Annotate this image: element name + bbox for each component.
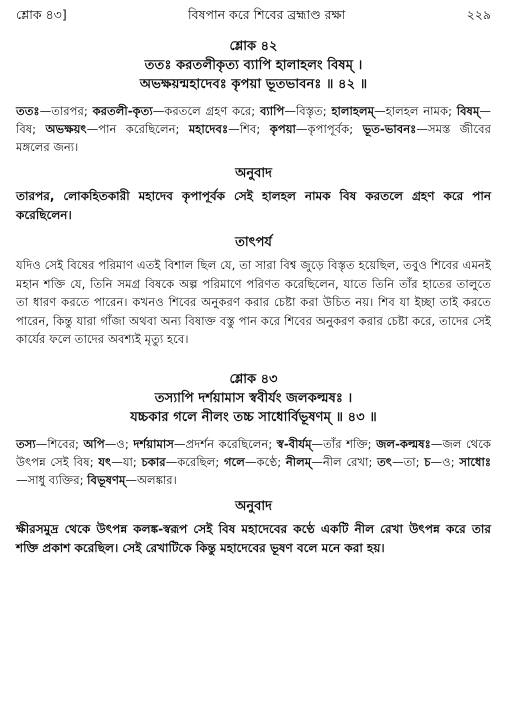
verse-42-translation-title: অনুবাদ	[235, 166, 272, 181]
synonym-meaning: ও	[442, 454, 451, 469]
verse-43-line-1: তস্যাপি দর্শয়ামাস স্ববীর্যং জলকল্মষঃ ।	[154, 390, 353, 406]
synonym-meaning: কৃপাপূর্বক	[307, 122, 350, 136]
synonym-term: ভূত-ভাবনঃ	[362, 122, 417, 136]
header-verse-ref: শ্লোক ৪৩]	[16, 7, 67, 22]
synonym-term: গলে	[223, 454, 245, 469]
synonym-meaning: বিষ	[16, 122, 33, 136]
synonym-meaning: পান করেছিলেন	[98, 122, 176, 136]
synonym-meaning: প্রদর্শন করেছিলেন	[185, 436, 269, 451]
synonym-meaning: করেছিল	[177, 454, 216, 469]
synonym-meaning: সাধু ব্যক্তির	[27, 472, 80, 487]
synonym-term: চকার	[141, 454, 166, 469]
verse-42-line-2: অভক্ষয়ন্মহাদেবঃ কৃপয়া ভূতভাবনঃ ॥ ৪২ ॥	[139, 77, 368, 92]
synonym-meaning: নীল রেখা	[322, 454, 369, 469]
synonym-term: যৎ	[98, 454, 112, 469]
synonym-meaning: তাঁর শক্তি	[323, 436, 368, 451]
synonym-meaning: তা	[403, 454, 416, 469]
verse-43-translation: ক্ষীরসমুদ্র থেকে উৎপন্ন কলঙ্ক-স্বরূপ সেই বিষ মহাদেবের কণ্ঠে একটি নীল রেখা উৎপন্ন করে তার শক্তি প্রকাশ করেছিল। সেই রেখাটিকে কিন্তু মহাদেবের ভূষণ বলে মনে করা হয়।	[16, 521, 491, 555]
verse-42-purport-title: তাৎপর্য	[235, 235, 272, 250]
verse-43-heading: শ্লোক ৪৩	[229, 371, 278, 387]
synonym-meaning: শিবের	[47, 436, 75, 451]
synonym-term: স্ব-বীর্যম্	[276, 436, 312, 451]
synonym-term: করতলী-কৃত্য	[92, 104, 153, 118]
synonym-term: হালাহলম্	[331, 104, 375, 118]
verse-42-purport: যদিও সেই বিষের পরিমাণ এতই বিশাল ছিল যে, তা সারা বিশ্ব জুড়ে বিস্তৃত হয়েছিল, তবুও শিবের এমনই মহান শক্তি যে, তিনি সমগ্র বিষকে অল্প পরিমাণে পরিণত করেছিলেন, যাতে তিনি তাঁর হাতের তালুতে তা ধারণ করতে পারেন। কখনও শিবের অনুকরণ করার চেষ্টা করা উচিত নয়। শিব যা ইচ্ছা তাই করতে পারেন, কিন্তু যারা গাঁজা অথবা অন্য বিষাক্ত বস্তু পান করে শিবের অনুকরণ করার চেষ্টা করে, তাদের সেই কার্যের ফলে তাদের অবশ্যই মৃত্যু হবে।	[16, 258, 491, 346]
synonym-meaning: হালহল নামক	[385, 104, 449, 118]
synonym-term: ব্যাপি	[259, 104, 285, 118]
synonym-meaning: সমস্ত জীবের মঙ্গলের জন্য।	[16, 122, 491, 154]
synonym-meaning: করতলে গ্রহণ করে	[164, 104, 252, 118]
verse-43-line-2: যচ্চকার গলে নীলং তচ্চ সাধোর্বিভূষণম্ ॥ ৪৩ ॥	[130, 409, 377, 425]
synonym-term: বিষম্	[456, 104, 480, 118]
synonym-meaning: তারপর	[51, 104, 84, 118]
synonym-term: অপি	[83, 436, 105, 451]
header-chapter-title: বিষপান করে শিবের ব্রহ্মাণ্ড রক্ষা	[188, 7, 346, 22]
verse-42-synonyms: ততঃ—তারপর; করতলী-কৃত্য—করতলে গ্রহণ করে; ব্যাপি—বিস্তৃত; হালাহলম্—হালহল নামক; বিষম্—বিষ; অভক্ষয়ৎ—পান করেছিলেন; মহাদেবঃ—শিব; কৃপয়া—কৃপাপূর্বক; ভূত-ভাবনঃ—সমস্ত জীবের মঙ্গলের জন্য।	[16, 104, 491, 154]
synonym-term: মহাদেবঃ	[188, 122, 229, 136]
synonym-term: ততঃ	[16, 104, 40, 118]
verse-42-heading: শ্লোক ৪২	[229, 39, 278, 54]
synonym-term: কৃপয়া	[269, 122, 296, 136]
synonym-term: নীলম্	[285, 454, 312, 469]
synonym-term: দর্শয়ামাস	[133, 436, 174, 451]
synonym-meaning: কণ্ঠে	[256, 454, 278, 469]
synonym-term: তস্য	[16, 436, 36, 451]
synonym-meaning: জল থেকে উৎপন্ন সেই বিষ	[16, 436, 491, 469]
running-header	[16, 6, 491, 26]
synonym-term: জল-কল্মষঃ	[376, 436, 431, 451]
verse-43-translation-title: অনুবাদ	[235, 498, 272, 514]
synonym-meaning: যা	[122, 454, 133, 469]
synonym-meaning: শিব	[239, 122, 257, 136]
header-page-number: ২২৯	[466, 7, 491, 22]
verse-42-line-1: ততঃ করতলীকৃত্য ব্যাপি হালাহলং বিষম্ ।	[144, 58, 363, 73]
synonym-term: বিভূষণম্	[87, 472, 126, 487]
verse-43-synonyms: তস্য—শিবের; অপি—ও; দর্শয়ামাস—প্রদর্শন করেছিলেন; স্ব-বীর্যম্—তাঁর শক্তি; জল-কল্মষঃ—জল থেকে উৎপন্ন সেই বিষ; যৎ—যা; চকার—করেছিল; গলে—কণ্ঠে; নীলম্—নীল রেখা; তৎ—তা; চ—ও; সাধোঃ—সাধু ব্যক্তির; বিভূষণম্—অলঙ্কার।	[16, 436, 492, 487]
synonym-meaning: ও	[116, 436, 125, 451]
synonym-term: অভক্ষয়ৎ	[45, 122, 87, 136]
synonym-meaning: অলঙ্কার।	[137, 472, 177, 487]
synonym-term: সাধোঃ	[459, 454, 492, 469]
synonym-term: চ	[424, 454, 431, 469]
verse-42-translation: তারপর, লোকহিতকারী মহাদেব কৃপাপূর্বক সেই হালহল নামক বিষ করতলে গ্রহণ করে পান করেছিলেন।	[16, 189, 491, 222]
synonym-meaning: বিস্তৃত	[295, 104, 323, 118]
synonym-term: তৎ	[377, 454, 392, 469]
